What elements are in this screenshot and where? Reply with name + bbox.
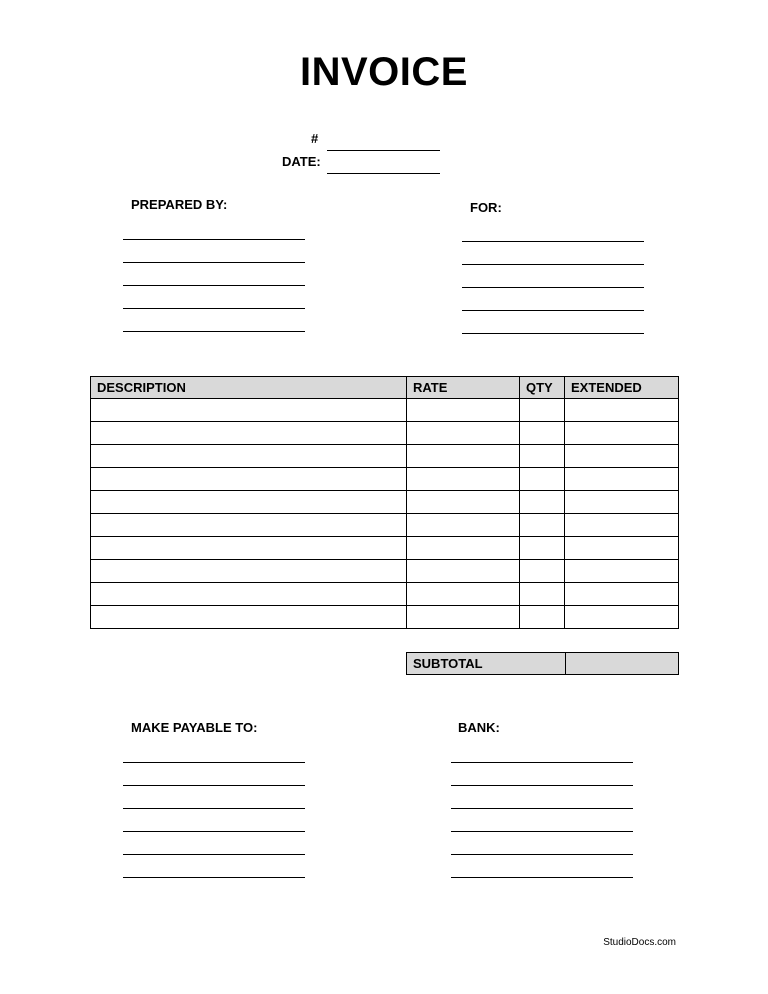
prepared-by-line[interactable] (123, 285, 305, 286)
description-cell[interactable] (91, 514, 407, 537)
description-cell[interactable] (91, 583, 407, 606)
qty-cell[interactable] (520, 445, 565, 468)
qty-cell[interactable] (520, 583, 565, 606)
table-header-row (91, 377, 679, 399)
subtotal-row (407, 653, 679, 675)
table-row (91, 537, 679, 560)
table-row (91, 583, 679, 606)
table-row (91, 399, 679, 422)
payable-to-line[interactable] (123, 762, 305, 763)
table-row (91, 468, 679, 491)
table-row (91, 514, 679, 537)
bank-line[interactable] (451, 762, 633, 763)
header-rate: RATE (407, 377, 520, 399)
bank-label: BANK: (458, 720, 500, 735)
description-cell[interactable] (91, 560, 407, 583)
extended-cell[interactable] (565, 491, 679, 514)
extended-cell[interactable] (565, 445, 679, 468)
items-table (90, 376, 679, 629)
extended-cell[interactable] (565, 583, 679, 606)
rate-cell[interactable] (407, 468, 520, 491)
qty-cell[interactable] (520, 491, 565, 514)
extended-cell[interactable] (565, 560, 679, 583)
description-cell[interactable] (91, 468, 407, 491)
payable-to-line[interactable] (123, 877, 305, 878)
date-field[interactable] (327, 173, 440, 174)
rate-cell[interactable] (407, 422, 520, 445)
make-payable-to-label: MAKE PAYABLE TO: (131, 720, 258, 735)
payable-to-line[interactable] (123, 831, 305, 832)
qty-cell[interactable] (520, 560, 565, 583)
table-row (91, 560, 679, 583)
for-line[interactable] (462, 333, 644, 334)
description-cell[interactable] (91, 537, 407, 560)
description-cell[interactable] (91, 491, 407, 514)
rate-cell[interactable] (407, 491, 520, 514)
invoice-number-label: # (311, 131, 319, 146)
bank-line[interactable] (451, 785, 633, 786)
bank-line[interactable] (451, 854, 633, 855)
for-line[interactable] (462, 310, 644, 311)
qty-cell[interactable] (520, 422, 565, 445)
subtotal-label: SUBTOTAL (407, 653, 566, 675)
invoice-title: INVOICE (300, 50, 468, 94)
header-description: DESCRIPTION (91, 377, 407, 399)
prepared-by-line[interactable] (123, 239, 305, 240)
bank-line[interactable] (451, 831, 633, 832)
for-line[interactable] (462, 241, 644, 242)
header-qty: QTY (520, 377, 565, 399)
prepared-by-line[interactable] (123, 262, 305, 263)
footer-brand: StudioDocs.com (603, 937, 676, 948)
qty-cell[interactable] (520, 468, 565, 491)
extended-cell[interactable] (565, 537, 679, 560)
for-label: FOR: (470, 200, 502, 215)
description-cell[interactable] (91, 606, 407, 629)
invoice-number-field[interactable] (327, 150, 440, 151)
rate-cell[interactable] (407, 399, 520, 422)
description-cell[interactable] (91, 399, 407, 422)
date-label: DATE: (282, 154, 321, 169)
prepared-by-label: PREPARED BY: (131, 197, 228, 212)
rate-cell[interactable] (407, 583, 520, 606)
for-line[interactable] (462, 264, 644, 265)
rate-cell[interactable] (407, 537, 520, 560)
table-row (91, 491, 679, 514)
payable-to-line[interactable] (123, 785, 305, 786)
bank-line[interactable] (451, 877, 633, 878)
table-row (91, 606, 679, 629)
rate-cell[interactable] (407, 445, 520, 468)
description-cell[interactable] (91, 422, 407, 445)
qty-cell[interactable] (520, 606, 565, 629)
qty-cell[interactable] (520, 537, 565, 560)
extended-cell[interactable] (565, 514, 679, 537)
qty-cell[interactable] (520, 514, 565, 537)
extended-cell[interactable] (565, 399, 679, 422)
payable-to-line[interactable] (123, 808, 305, 809)
description-cell[interactable] (91, 445, 407, 468)
qty-cell[interactable] (520, 399, 565, 422)
payable-to-line[interactable] (123, 854, 305, 855)
rate-cell[interactable] (407, 560, 520, 583)
bank-line[interactable] (451, 808, 633, 809)
extended-cell[interactable] (565, 468, 679, 491)
rate-cell[interactable] (407, 514, 520, 537)
table-row (91, 422, 679, 445)
subtotal-value[interactable] (566, 653, 679, 675)
prepared-by-line[interactable] (123, 308, 305, 309)
extended-cell[interactable] (565, 422, 679, 445)
prepared-by-line[interactable] (123, 331, 305, 332)
for-line[interactable] (462, 287, 644, 288)
rate-cell[interactable] (407, 606, 520, 629)
subtotal-table (406, 652, 679, 675)
table-row (91, 445, 679, 468)
extended-cell[interactable] (565, 606, 679, 629)
header-extended: EXTENDED (565, 377, 679, 399)
